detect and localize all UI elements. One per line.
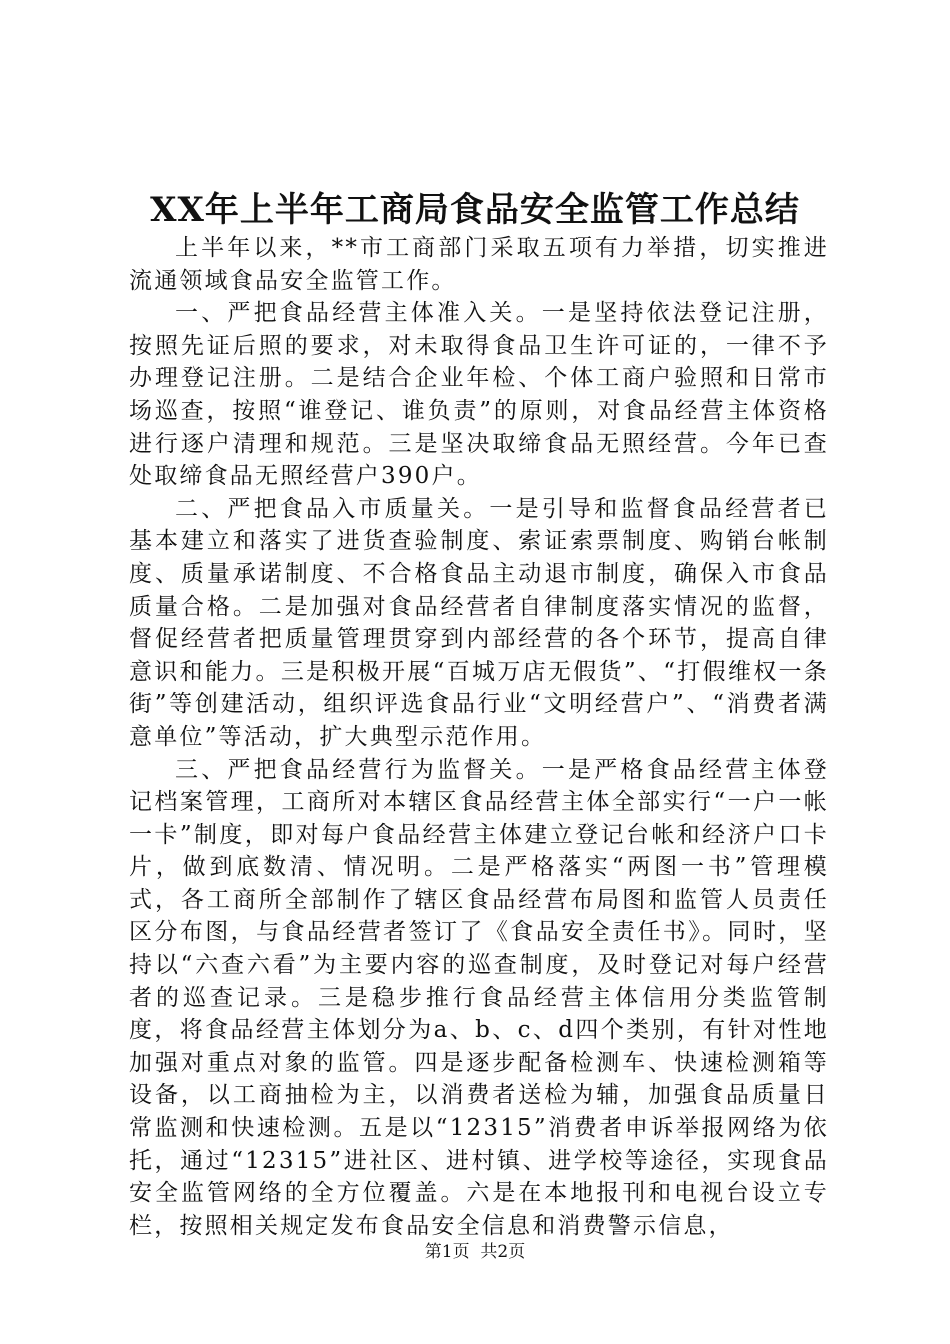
document-body	[129, 232, 829, 1242]
paragraph-section-3: 三、严把食品经营行为监督关。一是严格食品经营主体登记档案管理，工商所对本辖区食品经营主体全部实行“一户一帐一卡”制度，即对每户食品经营主体建立登记台帐和经济户口卡片，做到底数清、情况明。二是严格落实“两图一书”管理模式，各工商所全部制作了辖区食品经营布局图和监管人员责任区分布图，与食品经营者签订了《食品安全责任书》。同时，坚持以“六查六看”为主要内容的巡查制度，及时登记对每户经营者的巡查记录。三是稳步推行食品经营主体信用分类监管制度，将食品经营主体划分为a、b、c、d四个类别，有针对性地加强对重点对象的监管。四是逐步配备检测车、快速检测箱等设备，以工商抽检为主，以消费者送检为辅，加强食品质量日常监测和快速检测。五是以“12315”消费者申诉举报网络为依托，通过“12315”进社区、进村镇、进学校等途径，实现食品安全监管网络的全方位覆盖。六是在本地报刊和电视台设立专栏，按照相关规定发布食品安全信息和消费警示信息，	[129, 756, 829, 1239]
paragraph-section-2: 二、严把食品入市质量关。一是引导和监督食品经营者已基本建立和落实了进货查验制度、索证索票制度、购销台帐制度、质量承诺制度、不合格食品主动退市制度，确保入市食品质量合格。二是加强对食品经营者自律制度落实情况的监督，督促经营者把质量管理贯穿到内部经营的各个环节，提高自律意识和能力。三是积极开展“百城万店无假货”、“打假维权一条街”等创建活动，组织评选食品行业“文明经营户”、“消费者满意单位”等活动，扩大典型示范作用。	[129, 495, 829, 750]
paragraph-intro: 上半年以来，**市工商部门采取五项有力举措，切实推进流通领域食品安全监管工作。	[129, 235, 829, 294]
page-footer: 第1页 共2页	[424, 1242, 526, 1262]
paragraph-section-1: 一、严把食品经营主体准入关。一是坚持依法登记注册，按照先证后照的要求，对未取得食品卫生许可证的，一律不予办理登记注册。二是结合企业年检、个体工商户验照和日常市场巡查，按照“谁登记、谁负责”的原则，对食品经营主体资格进行逐户清理和规范。三是坚决取缔食品无照经营。今年已查处取缔食品无照经营户390户。	[129, 300, 829, 490]
document-title: XX年上半年工商局食品安全监管工作总结	[150, 190, 800, 230]
